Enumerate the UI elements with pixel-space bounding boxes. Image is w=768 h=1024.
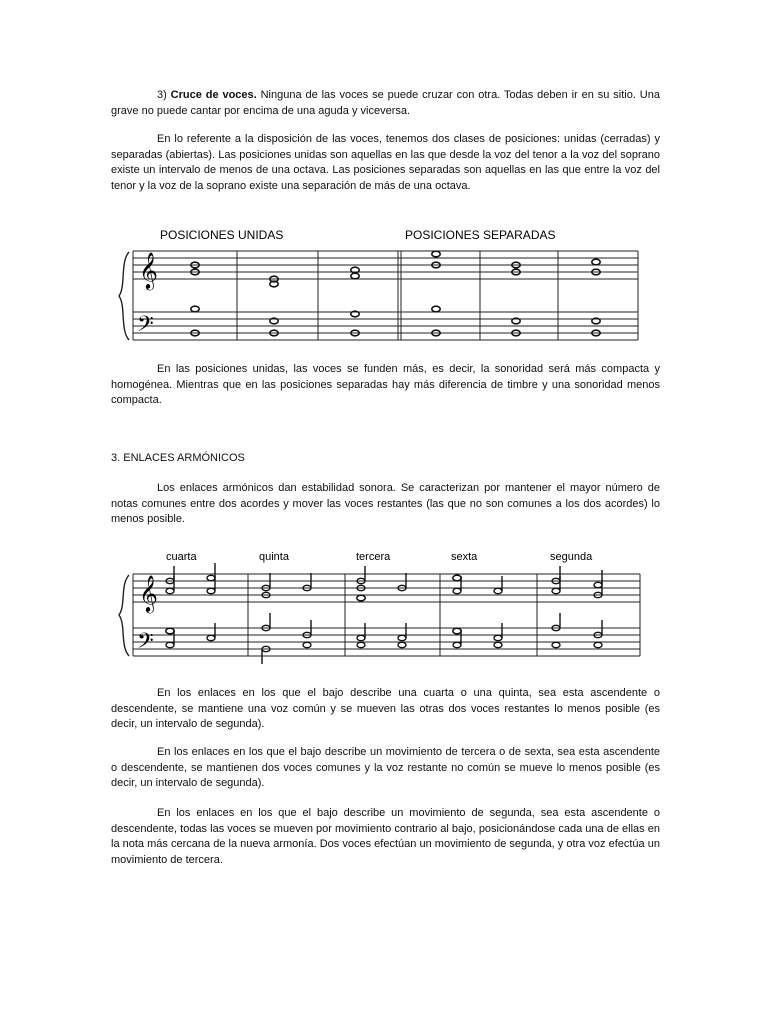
segunda-paragraph: En los enlaces en los que el bajo describe un movimiento de segunda, sea esta ascendente o descendente, todas las voces se mueven por movimiento contrario al bajo, posicionándose cada una de ellas en la nota más cercana de la nueva armonía. Dos voces efectúan un movimiento de segunda, y otra voz efectúa un movimiento de tercera. bbox=[111, 807, 660, 866]
cruce-title: Cruce de voces. bbox=[170, 89, 257, 101]
cuarta-quinta-paragraph: En los enlaces en los que el bajo describe una cuarta o una quinta, sea esta ascendente o descendente, se mantiene una voz común y se mueven las otras dos voces restantes lo menos posible (es decir, un intervalo de segunda). bbox=[111, 687, 660, 730]
label-unidas: POSICIONES UNIDAS bbox=[160, 228, 284, 242]
tercera-sexta-paragraph: En los enlaces en los que el bajo describe un movimiento de tercera o de sexta, sea esta ascendente o descendente, se mantienen dos voces comunes y la voz restante no común se mueve lo menos posible (es decir, un intervalo de segunda). bbox=[111, 746, 660, 789]
disposicion-paragraph: En lo referente a la disposición de las voces, tenemos dos clases de posiciones: unidas (cerradas) y separadas (abiertas). Las posiciones unidas son aquellas en las que desde la voz del tenor a la voz del soprano existe un intervalo de menos de una octava. Las posiciones separadas son aquellas en las que entre la voz del tenor y la voz de la soprano existe una separación de más de una octava. bbox=[111, 133, 660, 192]
treble-clef-2: 𝄞 bbox=[139, 575, 158, 611]
label-segunda: segunda bbox=[550, 551, 593, 563]
section-heading: 3. ENLACES ARMÓNICOS bbox=[111, 452, 245, 464]
label-tercera: tercera bbox=[356, 551, 391, 563]
label-sexta: sexta bbox=[451, 551, 478, 563]
label-separadas: POSICIONES SEPARADAS bbox=[405, 228, 556, 242]
cruce-number: 3) bbox=[157, 89, 167, 101]
enlaces-intro-paragraph: Los enlaces armónicos dan estabilidad sonora. Se caracterizan por mantener el mayor número de notas comunes entre dos acordes y mover las voces restantes (las que no son comunes a los dos acordes) lo menos posible. bbox=[111, 482, 660, 525]
bass-clef: 𝄢 bbox=[137, 311, 154, 341]
fusion-paragraph: En las posiciones unidas, las voces se funden más, es decir, la sonoridad será más compacta y homogénea. Mientras que en las posiciones separadas hay más diferencia de timbre y una sonoridad menos compacta. bbox=[111, 363, 660, 406]
label-quinta: quinta bbox=[259, 551, 289, 563]
cruce-text: Ninguna de las voces se puede cruzar con otra. Todas deben ir en su sitio. Una grave no puede cantar por encima de una aguda y viceversa. bbox=[111, 89, 660, 117]
bass-clef-2: 𝄢 bbox=[137, 628, 154, 658]
whole-notes-2 bbox=[166, 575, 461, 634]
treble-clef: 𝄞 bbox=[139, 252, 158, 288]
system-brace-2 bbox=[119, 575, 129, 656]
label-cuarta: cuarta bbox=[166, 551, 197, 563]
